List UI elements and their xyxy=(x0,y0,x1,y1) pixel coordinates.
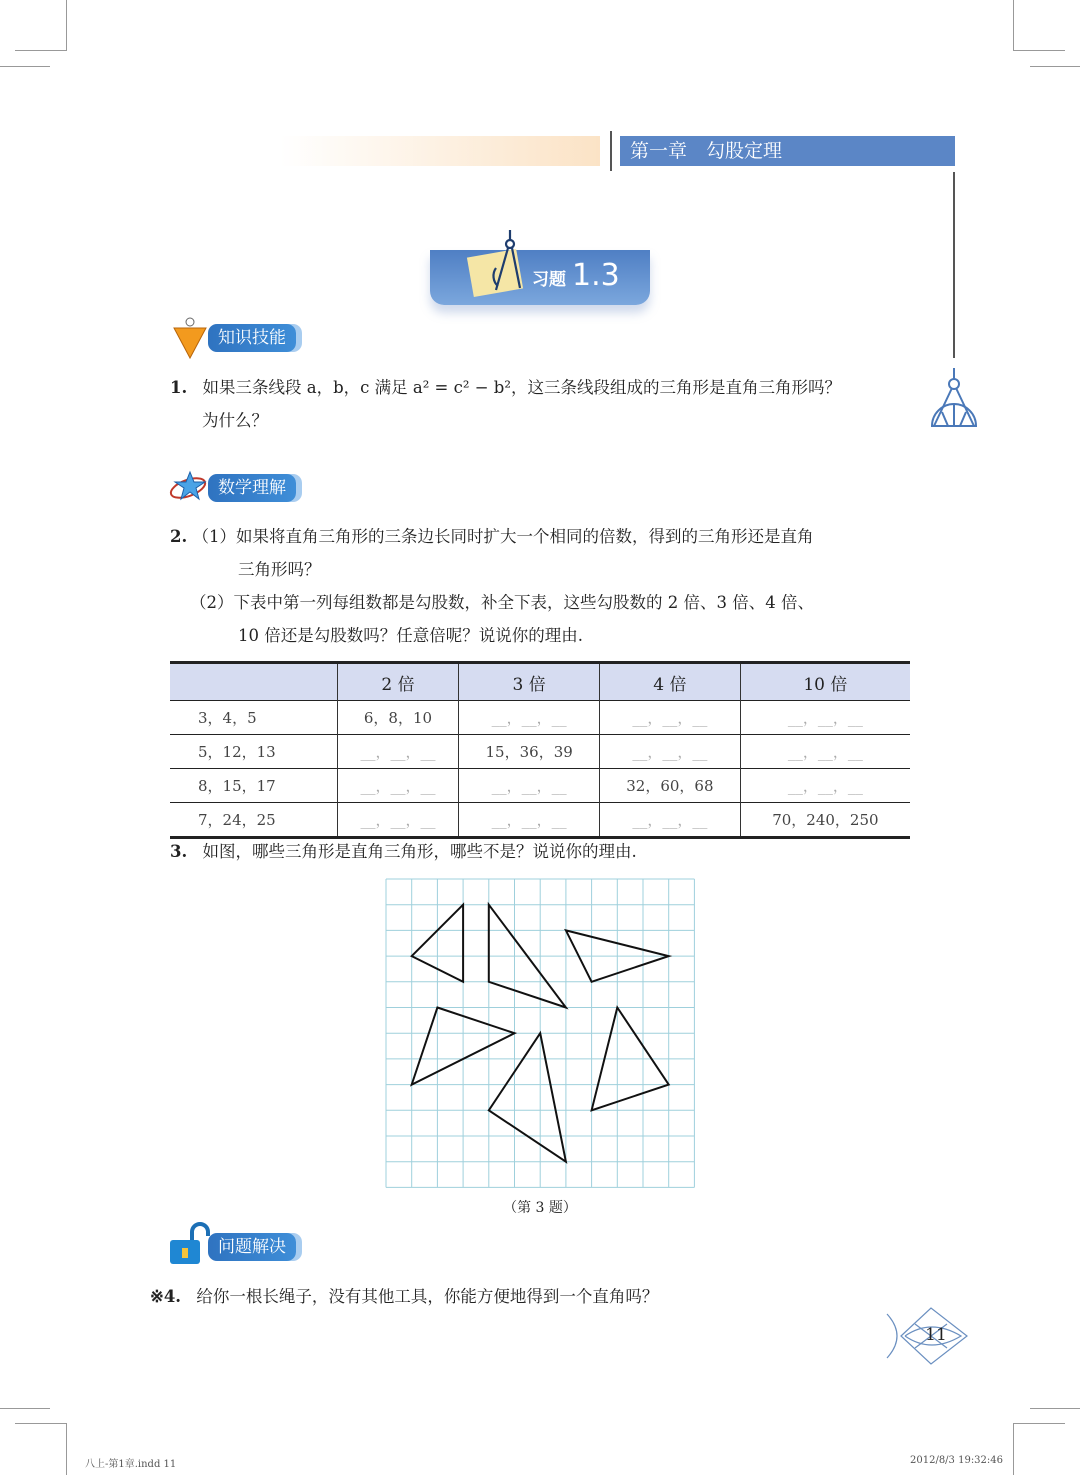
table-cell: __，__，__ xyxy=(600,803,741,838)
header-decoration xyxy=(280,136,600,166)
chapter-header: 第一章 勾股定理 xyxy=(620,136,955,166)
question-part-1: （1）如果将直角三角形的三条边长同时扩大一个相同的倍数，得到的三角形还是直角 xyxy=(192,527,814,546)
table-row xyxy=(170,701,910,735)
table-cell: __，__，__ xyxy=(600,701,741,735)
crop-mark xyxy=(0,1408,50,1409)
table-row xyxy=(170,735,910,769)
pythagorean-triples-table xyxy=(170,661,910,839)
table-cell: __，__，__ xyxy=(459,803,600,838)
footer-timestamp: 2012/8/3 19:32:46 xyxy=(910,1455,1004,1466)
table-cell: __，__，__ xyxy=(459,701,600,735)
question-number: ※4. xyxy=(150,1287,182,1306)
crop-mark xyxy=(0,66,50,67)
table-cell: __，__，__ xyxy=(459,769,600,803)
table-cell: __，__，__ xyxy=(337,769,459,803)
row-header-cell: 8，15，17 xyxy=(170,769,337,803)
crop-mark xyxy=(1013,1423,1014,1475)
column-header xyxy=(170,663,337,701)
question-text: 如图，哪些三角形是直角三角形，哪些不是？说说你的理由. xyxy=(202,842,637,861)
table-cell: 32，60，68 xyxy=(600,769,741,803)
crop-mark xyxy=(1013,0,1014,50)
crop-mark xyxy=(15,1423,67,1424)
drawing-compass-icon xyxy=(482,230,527,295)
question-text: 给你一根长绳子，没有其他工具，你能方便地得到一个直角吗？ xyxy=(196,1287,659,1306)
question-number: 3. xyxy=(170,842,188,861)
margin-line xyxy=(953,172,955,358)
table-cell: __，__，__ xyxy=(600,735,741,769)
crop-mark xyxy=(15,50,67,51)
row-header-cell: 3，4，5 xyxy=(170,701,337,735)
table-cell: __，__，__ xyxy=(337,803,459,838)
question-1 xyxy=(170,371,910,437)
table-row xyxy=(170,769,910,803)
exercise-number: 1.3 xyxy=(572,258,620,293)
crop-mark xyxy=(1030,1408,1080,1409)
question-number: 1. xyxy=(170,378,188,397)
page-number: 11 xyxy=(925,1325,947,1345)
crop-mark xyxy=(66,1423,67,1475)
plumb-bob-icon xyxy=(172,316,208,360)
compass-icon xyxy=(928,368,980,432)
table-cell: __，__，__ xyxy=(337,735,459,769)
question-part-1-cont: 三角形吗？ xyxy=(238,560,321,579)
row-header-cell: 7，24，25 xyxy=(170,803,337,838)
triangle xyxy=(489,1033,566,1162)
table-cell: 70，240，250 xyxy=(740,803,910,838)
column-header: 2 倍 xyxy=(337,663,459,701)
section-label-understanding: 数学理解 xyxy=(208,474,296,502)
footer-file-name: 八上-第1章.indd 11 xyxy=(85,1459,177,1470)
section-label-skills: 知识技能 xyxy=(208,324,296,352)
question-2 xyxy=(170,520,930,652)
figure-caption: （第 3 题） xyxy=(503,1200,577,1216)
header-divider xyxy=(610,131,612,171)
crop-mark xyxy=(66,0,67,50)
exercise-label: 习题 xyxy=(532,270,566,290)
table-cell: 15，36，39 xyxy=(459,735,600,769)
table-row xyxy=(170,803,910,838)
question-number: 2. xyxy=(170,527,188,546)
question-text: 如果三条线段 a，b，c 满足 a² = c² − b²，这三条线段组成的三角形是直角三角形吗？ xyxy=(202,378,841,397)
table-cell: 6，8，10 xyxy=(337,701,459,735)
question-3 xyxy=(170,835,910,868)
table-cell: __，__，__ xyxy=(740,701,910,735)
crop-mark xyxy=(1013,1423,1065,1424)
crop-mark xyxy=(1030,66,1080,67)
question-4 xyxy=(150,1280,910,1313)
question-text-cont: 为什么？ xyxy=(202,411,268,430)
question-part-2: （2）下表中第一列每组数都是勾股数，补全下表，这些勾股数的 2 倍、3 倍、4 倍、 xyxy=(190,593,814,612)
triangle-grid-figure xyxy=(385,878,695,1190)
padlock-icon xyxy=(168,1222,210,1266)
column-header: 4 倍 xyxy=(600,663,741,701)
column-header: 10 倍 xyxy=(740,663,910,701)
row-header-cell: 5，12，13 xyxy=(170,735,337,769)
column-header: 3 倍 xyxy=(459,663,600,701)
table-cell: __，__，__ xyxy=(740,769,910,803)
question-part-2-cont: 10 倍还是勾股数吗？任意倍呢？说说你的理由. xyxy=(238,626,583,645)
crop-mark xyxy=(1013,50,1065,51)
table-cell: __，__，__ xyxy=(740,735,910,769)
section-label-solving: 问题解决 xyxy=(208,1233,296,1261)
atom-star-icon xyxy=(168,470,210,504)
exercise-title xyxy=(532,258,620,293)
